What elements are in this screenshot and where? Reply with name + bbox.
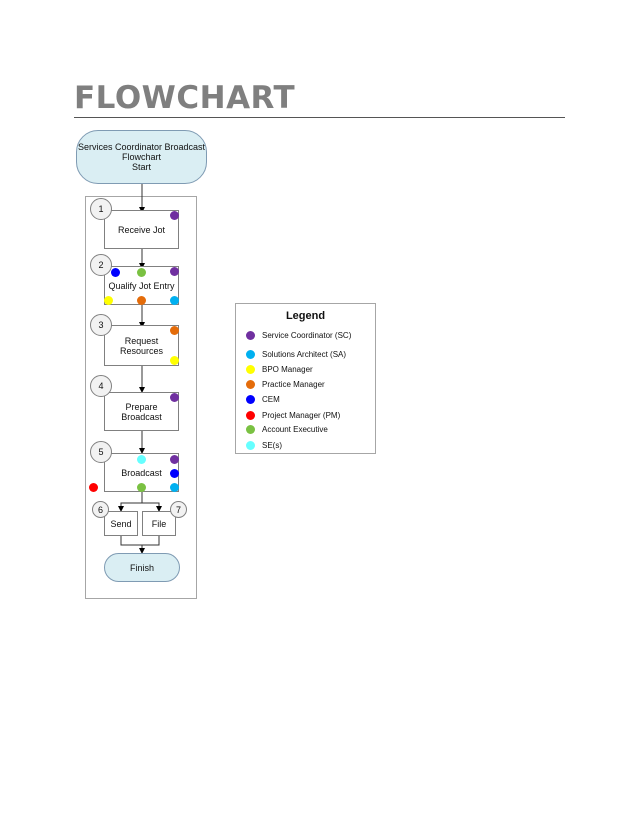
step-number-3: 3 bbox=[90, 314, 112, 336]
role-dot-ae bbox=[137, 483, 146, 492]
role-dot-ae bbox=[137, 268, 146, 277]
start-line-2: Flowchart bbox=[121, 152, 161, 162]
legend-item-ae bbox=[246, 423, 328, 435]
legend-title: Legend bbox=[285, 310, 326, 322]
step-broadcast-label: Broadcast bbox=[121, 467, 162, 478]
step-number-4: 4 bbox=[90, 375, 112, 397]
legend-dot bbox=[246, 395, 255, 404]
role-dot-bpo bbox=[104, 296, 113, 305]
step-number-5: 5 bbox=[90, 441, 112, 463]
role-dot-sc bbox=[170, 455, 179, 464]
role-dot-sa bbox=[170, 483, 179, 492]
step-request-resources-line-2: Resources bbox=[119, 345, 164, 356]
page-title: FLOWCHART bbox=[74, 80, 296, 116]
start-terminal bbox=[76, 130, 207, 184]
role-dot-practice-manager bbox=[137, 296, 146, 305]
legend-dot bbox=[246, 380, 255, 389]
start-line-3: Start bbox=[131, 162, 151, 172]
step-file-label: File bbox=[151, 518, 167, 529]
step-request-resources bbox=[104, 325, 179, 366]
legend-item-practice-manager bbox=[246, 378, 325, 390]
connector-merge bbox=[121, 536, 159, 545]
legend-dot bbox=[246, 441, 255, 450]
legend-item-cem bbox=[246, 393, 280, 405]
step-send-label: Send bbox=[110, 518, 132, 529]
role-dot-se bbox=[137, 455, 146, 464]
legend-item-sc bbox=[246, 329, 351, 341]
legend-label: Solutions Architect (SA) bbox=[262, 349, 347, 359]
step-prepare-broadcast-label: Prepare Broadcast bbox=[121, 401, 162, 422]
step-number-6: 6 bbox=[92, 501, 109, 518]
legend-dot bbox=[246, 411, 255, 420]
step-send bbox=[104, 511, 138, 536]
step-number-2: 2 bbox=[90, 254, 112, 276]
step-receive-jot bbox=[104, 210, 179, 249]
start-line-1: Services Coordinator Broadcast bbox=[77, 142, 206, 152]
role-dot-sc bbox=[170, 393, 179, 402]
finish-terminal bbox=[104, 553, 180, 582]
legend-label: Project Manager (PM) bbox=[262, 410, 341, 420]
legend-dot bbox=[246, 350, 255, 359]
role-dot-bpo bbox=[170, 356, 179, 365]
legend-item-project-manager bbox=[246, 409, 340, 421]
legend-label: SE(s) bbox=[262, 440, 282, 450]
step-request-resources-line-1: Request bbox=[124, 335, 159, 346]
legend-item-se bbox=[246, 439, 282, 451]
legend-dot bbox=[246, 425, 255, 434]
role-dot-sc bbox=[170, 267, 179, 276]
step-qualify-jot-entry-label: Qualify Jot Entry bbox=[108, 280, 175, 291]
step-receive-jot-label: Receive Jot bbox=[117, 224, 166, 235]
role-dot-sc bbox=[170, 211, 179, 220]
role-dot-project-manager bbox=[89, 483, 98, 492]
legend-dot bbox=[246, 331, 255, 340]
legend-label: BPO Manager bbox=[262, 364, 313, 374]
legend-label: Practice Manager bbox=[262, 379, 325, 389]
legend-item-bpo bbox=[246, 363, 313, 375]
step-number-7: 7 bbox=[170, 501, 187, 518]
role-dot-cem bbox=[111, 268, 120, 277]
step-prepare-broadcast bbox=[104, 392, 179, 431]
legend-label: CEM bbox=[262, 394, 280, 404]
finish-label: Finish bbox=[129, 562, 154, 573]
legend-dot bbox=[246, 365, 255, 374]
connector-5-to-6 bbox=[121, 492, 142, 511]
step-number-1: 1 bbox=[90, 198, 112, 220]
legend-panel bbox=[235, 303, 376, 454]
connector-5-to-7 bbox=[142, 503, 159, 511]
legend-label: Service Coordinator (SC) bbox=[262, 330, 352, 340]
legend-item-sa bbox=[246, 348, 346, 360]
role-dot-sa bbox=[170, 296, 179, 305]
role-dot-practice-manager bbox=[170, 326, 179, 335]
role-dot-cem bbox=[170, 469, 179, 478]
legend-label: Account Executive bbox=[262, 424, 328, 434]
